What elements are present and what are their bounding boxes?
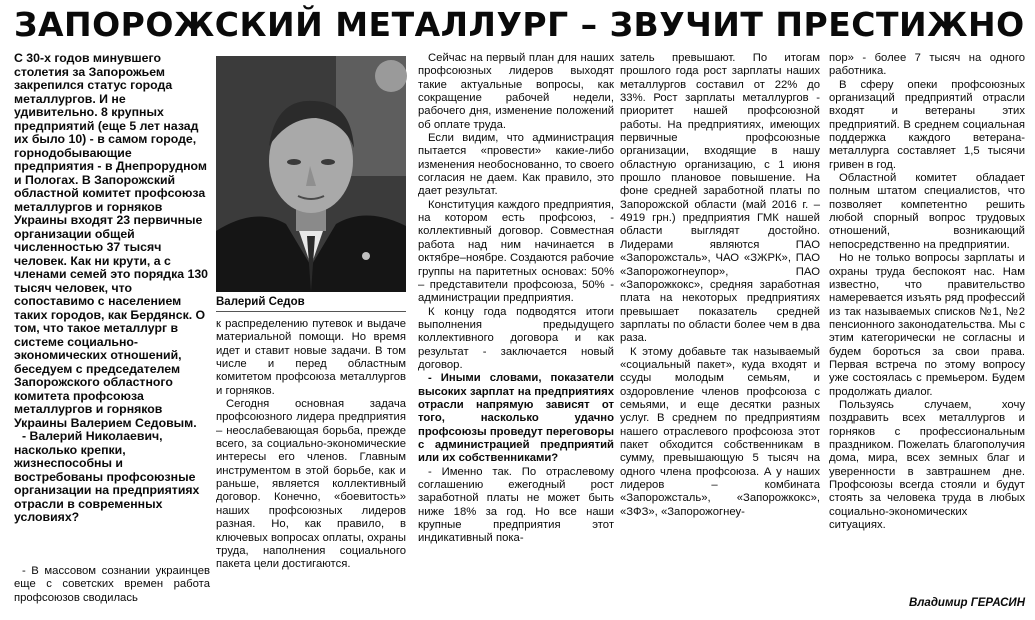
headline: ЗАПОРОЖСКИЙ МЕТАЛЛУРГ – ЗВУЧИТ ПРЕСТИЖНО xyxy=(14,5,1025,44)
photo-caption: Валерий Седов xyxy=(216,293,406,312)
answer-paragraph: К этому добавьте так называемый «социальный пакет», куда входят и ссуды молодым семьям, и оздоровление членов профсоюза с семьями, и еще десятки разных услуг. В среднем по предприятиям нашего отраслевого профсоюза этот пакет обходится собственникам в сумму, превышающую 5 тысяч на одного члена профсоюза. А у наших лидеров – комбината «Запорожсталь», «Запорожкокс», «ЗФЗ», «Запорожогнеу- xyxy=(620,345,820,518)
column-5 xyxy=(829,52,1025,594)
column-4 xyxy=(620,52,820,598)
answer-paragraph: Конституция каждого предприятия, на котором есть профсоюз, - коллективный договор. Совместная работа над ним начинается в октябре–ноябре. Создаются рабочие группы на паритетных основах: 50% – представители профсоюза, 50% - администрации предприятия. xyxy=(418,198,614,305)
answer-paragraph: - Именно так. По отраслевому соглашению ежегодный рост заработной платы не может быть ниже 18% за год. Но все наши крупные предприятия этот индикативный пока- xyxy=(418,465,614,545)
portrait-illustration xyxy=(216,56,406,292)
column-1-tail xyxy=(14,565,210,604)
answer-paragraph: пор» - более 7 тысяч на одного работника. xyxy=(829,52,1025,78)
answer-paragraph: Если видим, что администрация пытается «провести» какие-либо изменения необоснованно, то своего согласия не даем. Как правило, это дает результат. xyxy=(418,132,614,198)
column-3 xyxy=(418,52,614,598)
lead-paragraph: С 30-х годов минувшего столетия за Запорожьем закрепился статус города металлургов. И не удивительно. 8 крупных предприятий (еще 5 лет назад их было 10) - в самом городе, горнодобывающие предприятия - в Днепрорудном и Пологах. В Запорожский областной комитет профсоюза металлургов и горняков Украины входят 23 первичные организации общей численностью 37 тысяч человек. Как ни крути, а с членами семей это порядка 130 тысяч человек, что сопоставимо с населением таких городов, как Бердянск. О том, что такое металлург в системе социально-экономических отношений, беседуем с председателем Запорожского областного комитета профсоюза металлургов и горняков Украины Валерием Седовым. xyxy=(14,51,209,430)
lead-column xyxy=(14,52,210,572)
answer-paragraph: Сейчас на первый план для наших профсоюзных лидеров выходят такие актуальные вопросы, как сокращение рабочей недели, рабочего дня, изменение положений об оплате труда. xyxy=(418,52,614,131)
answer-paragraph: К концу года подводятся итоги выполнения предыдущего коллективного договора и как результат - заключается новый договор. xyxy=(418,305,614,371)
answer-paragraph: В сферу опеки профсоюзных организаций предприятий отрасли входят и ветераны этих предприятий. В среднем социальная поддержка каждого ветерана-металлурга составляет 1,5 тысячи гривен в год. xyxy=(829,78,1025,171)
answer-paragraph: к распределению путевок и выдаче материальной помощи. Но время идет и ставит новые задачи. В том числе и перед областным комитетом профсоюза металлургов и горняков. xyxy=(216,318,406,397)
answer-paragraph: Но не только вопросы зарплаты и охраны труда беспокоят нас. Нам известно, что правительство намеревается изъять ряд профессий из так называемых списков №1, №2 пенсионного законодательства. Мы с этим категорически не согласны и будем бороться за свои права. Первая встреча по этому вопросу уже состоялась с премьером. Будем продолжать диалог. xyxy=(829,252,1025,398)
author-signature: Владимир ГЕРАСИН xyxy=(908,597,1025,609)
answer-paragraph: Областной комитет обладает полным штатом специалистов, что позволяет компетентно решить любой спорный вопрос трудовых отношений, возникающий непосредственно на предприятии. xyxy=(829,172,1025,251)
answer-paragraph: - В массовом сознании украинцев еще с советских времен работа профсоюзов сводилась xyxy=(14,565,210,604)
interview-question: - Валерий Николаевич, насколько крепки, жизнеспособны и востребованы профсоюзные организации на предприятиях отрасли в современных условиях? xyxy=(14,429,200,524)
column-2 xyxy=(216,318,406,598)
interview-question: - Иными словами, показатели высоких зарплат на предприятиях отрасли напрямую зависят от того, насколько удачно профсоюзы проведут переговоры с администрацией предприятий или их собственниками? xyxy=(418,372,614,465)
answer-paragraph: Сегодня основная задача профсоюзного лидера предприятия – неослабевающая борьба, прежде всего, за социально-экономические интересы его членов. Главным инструментом в этой борьбе, как и раньше, является коллективный договор. Конечно, «боевитость» наших профсоюзных лидеров разная. Но, как правило, в ключевых вопросах оплаты, охраны труда, наполнения социального пакета цели достигаются. xyxy=(216,398,406,571)
portrait-photo xyxy=(216,56,406,292)
answer-paragraph: затель превышают. По итогам прошлого года рост зарплаты наших металлургов составил от 22% до 33%. Рост зарплаты металлургов - приоритет нашей профсоюзной работы. На предприятиях, имеющих первичные профсоюзные организации, входящие в нашу областную организацию, с 1 июня прошло плановое повышение. На фоне средней заработной платы по Запорожской области (май 2016 г. – 4919 грн.) предприятия ГМК нашей области выглядят достойно. Лидерами являются ПАО «Запорожсталь», ЧАО «ЗЖРК», ПАО «Запорожогнеупор», ПАО «Запорожкокс», средняя заработная плата на некоторых предприятиях превышает показатель средней зарплаты по области более чем в два раза. xyxy=(620,52,820,345)
answer-paragraph: Пользуясь случаем, хочу поздравить всех металлургов и горняков с профессиональным праздником. Пожелать благополучия дома, мира, всех земных благ и уверенности в завтрашнем дне. Профсоюзы всегда стояли и будут стоять за человека труда в любых социально-экономических ситуациях. xyxy=(829,398,1025,532)
